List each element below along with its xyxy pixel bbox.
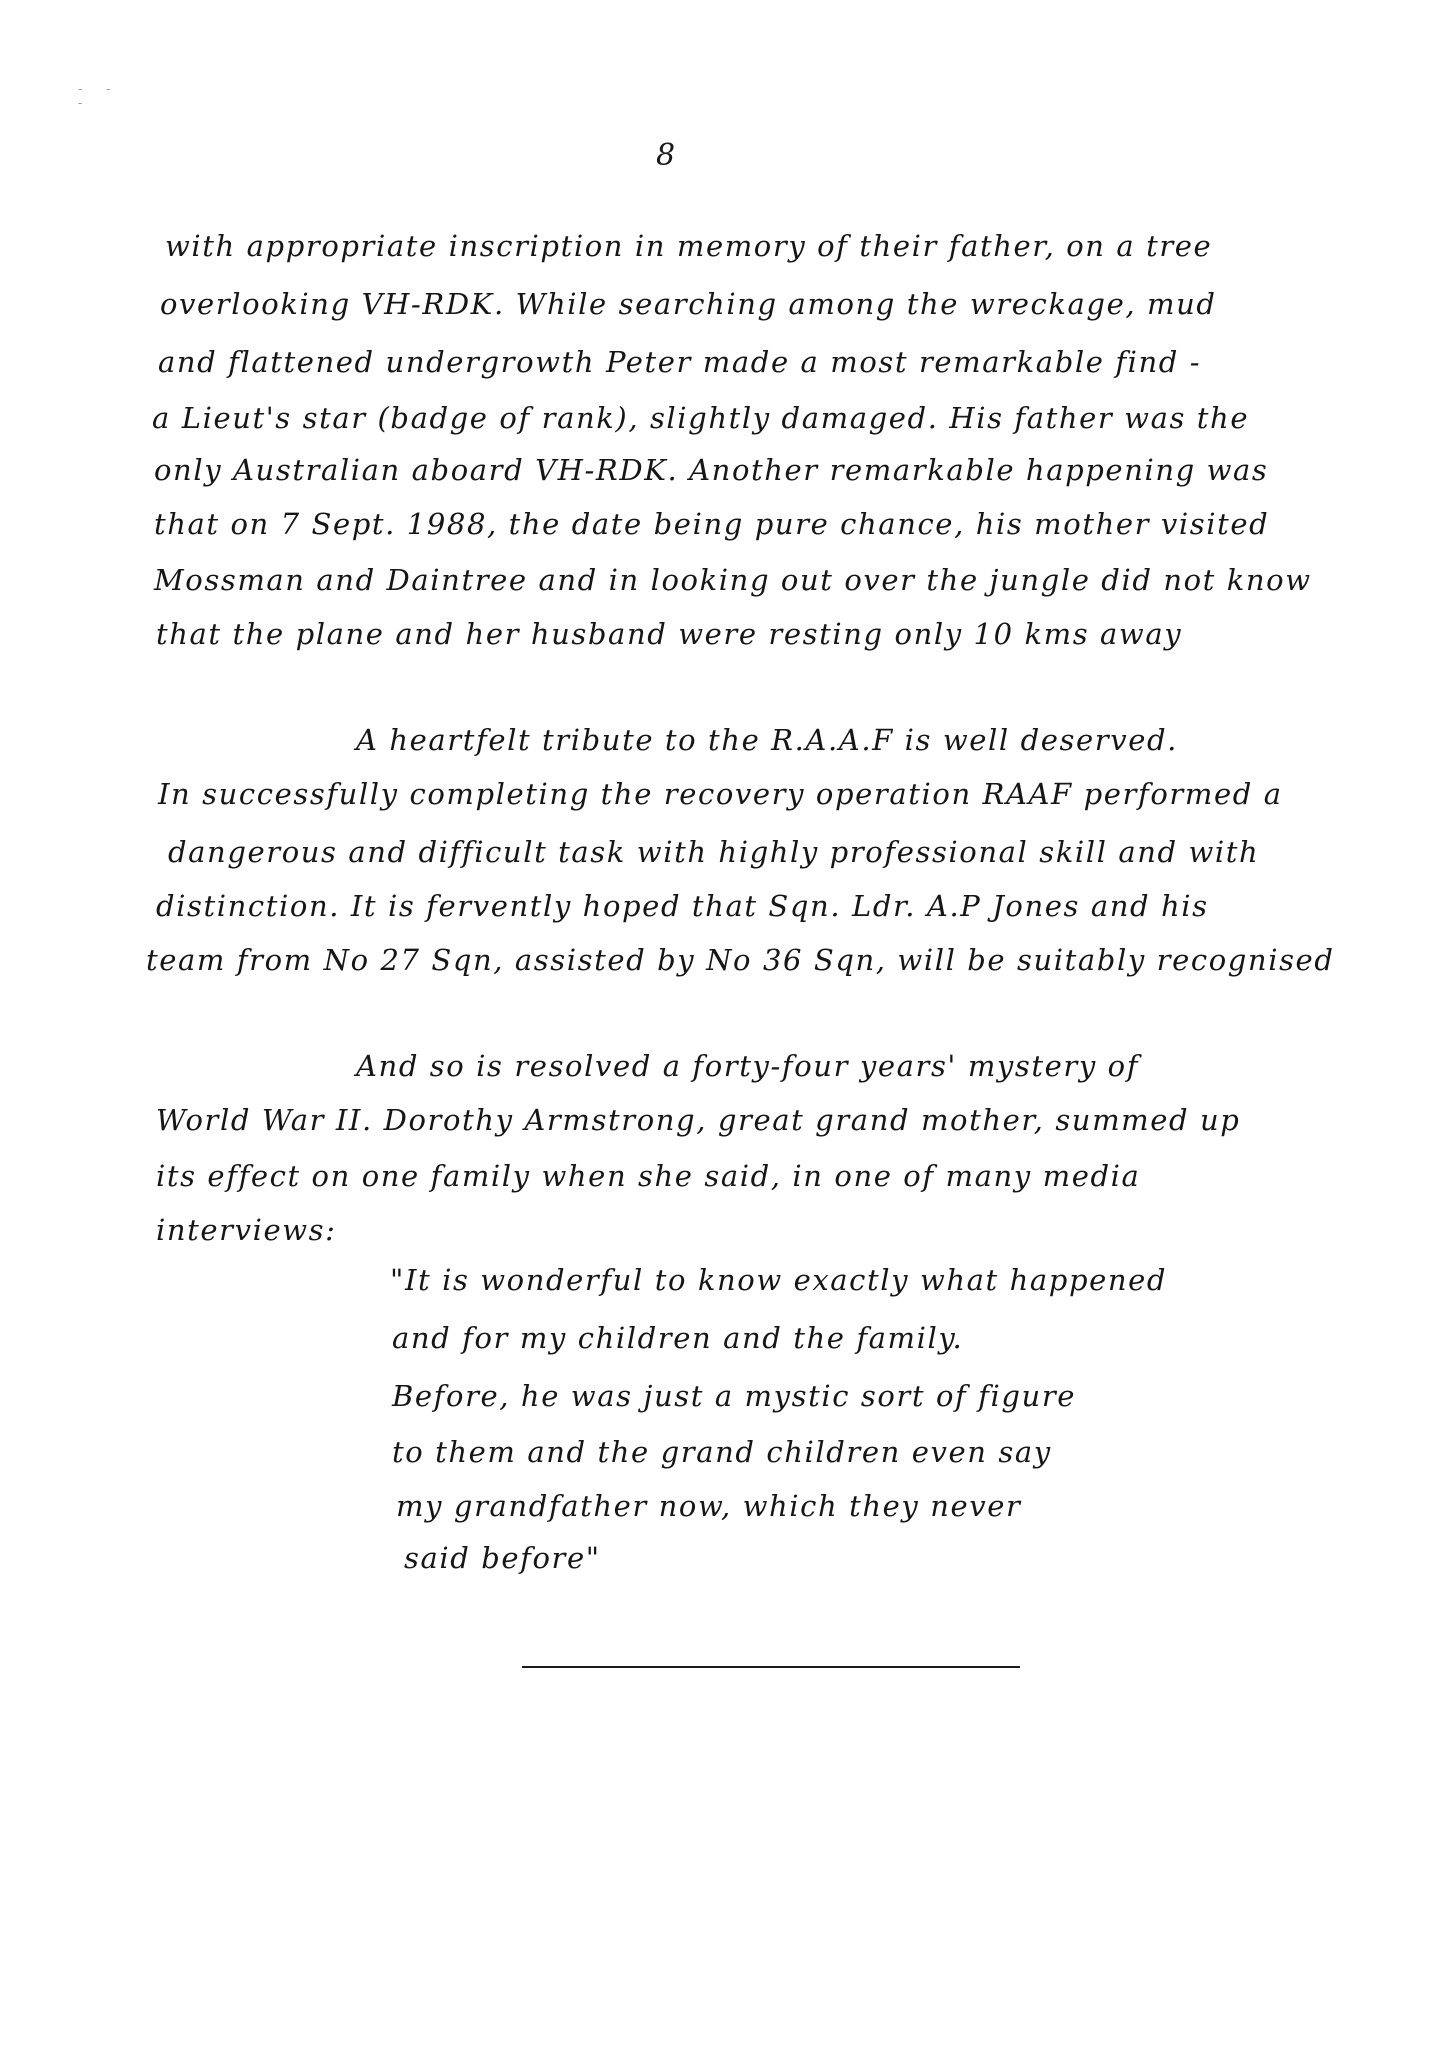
paragraph-3-line-2: World War II. Dorothy Armstrong, great grand mother, summed up (156, 1103, 1241, 1137)
paragraph-2-line-1: A heartfelt tribute to the R.A.A.F is well deserved. (356, 723, 1178, 757)
paragraph-1-line-1: with appropriate inscription in memory of their father, on a tree (165, 229, 1213, 263)
quote-line-1: "It is wonderful to know exactly what happened (390, 1263, 1168, 1297)
page-number: 8 (656, 138, 676, 173)
paragraph-1-line-8: that the plane and her husband were resting only 10 kms away (156, 617, 1183, 651)
paragraph-2-line-2: In successfully completing the recovery operation RAAF performed a (158, 777, 1283, 811)
paragraph-2-line-4: distinction. It is fervently hoped that Sqn. Ldr. A.P Jones and his (156, 889, 1209, 923)
paragraph-1-line-7: Mossman and Daintree and in looking out over the jungle did not know (154, 563, 1312, 597)
paragraph-1-line-5: only Australian aboard VH-RDK. Another remarkable happening was (154, 453, 1269, 487)
paragraph-1-line-2: overlooking VH-RDK. While searching among the wreckage, mud (160, 287, 1217, 321)
paragraph-1-line-6: that on 7 Sept. 1988, the date being pure chance, his mother visited (154, 507, 1270, 541)
paragraph-2-line-3: dangerous and difficult task with highly professional skill and with (168, 835, 1260, 869)
paragraph-3-line-1: And so is resolved a forty-four years' mystery of (356, 1049, 1140, 1083)
quote-line-4: to them and the grand children even say (392, 1435, 1052, 1469)
scan-artifact-mark: - - - (78, 82, 121, 110)
paragraph-1-line-3: and flattened undergrowth Peter made a most remarkable find - (158, 345, 1202, 379)
quote-line-5: my grandfather now, which they never (396, 1489, 1022, 1523)
paragraph-3-line-4: interviews: (156, 1213, 337, 1247)
paragraph-2-line-5: team from No 27 Sqn, assisted by No 36 Sqn, will be suitably recognised (146, 943, 1335, 977)
quote-line-6: said before" (404, 1541, 601, 1575)
end-of-text-rule (522, 1666, 1020, 1668)
quote-line-2: and for my children and the family. (392, 1321, 964, 1355)
quote-line-3: Before, he was just a mystic sort of figure (392, 1379, 1077, 1413)
paragraph-1-line-4: a Lieut's star (badge of rank), slightly damaged. His father was the (152, 401, 1250, 435)
paragraph-3-line-3: its effect on one family when she said, in one of many media (156, 1159, 1141, 1193)
